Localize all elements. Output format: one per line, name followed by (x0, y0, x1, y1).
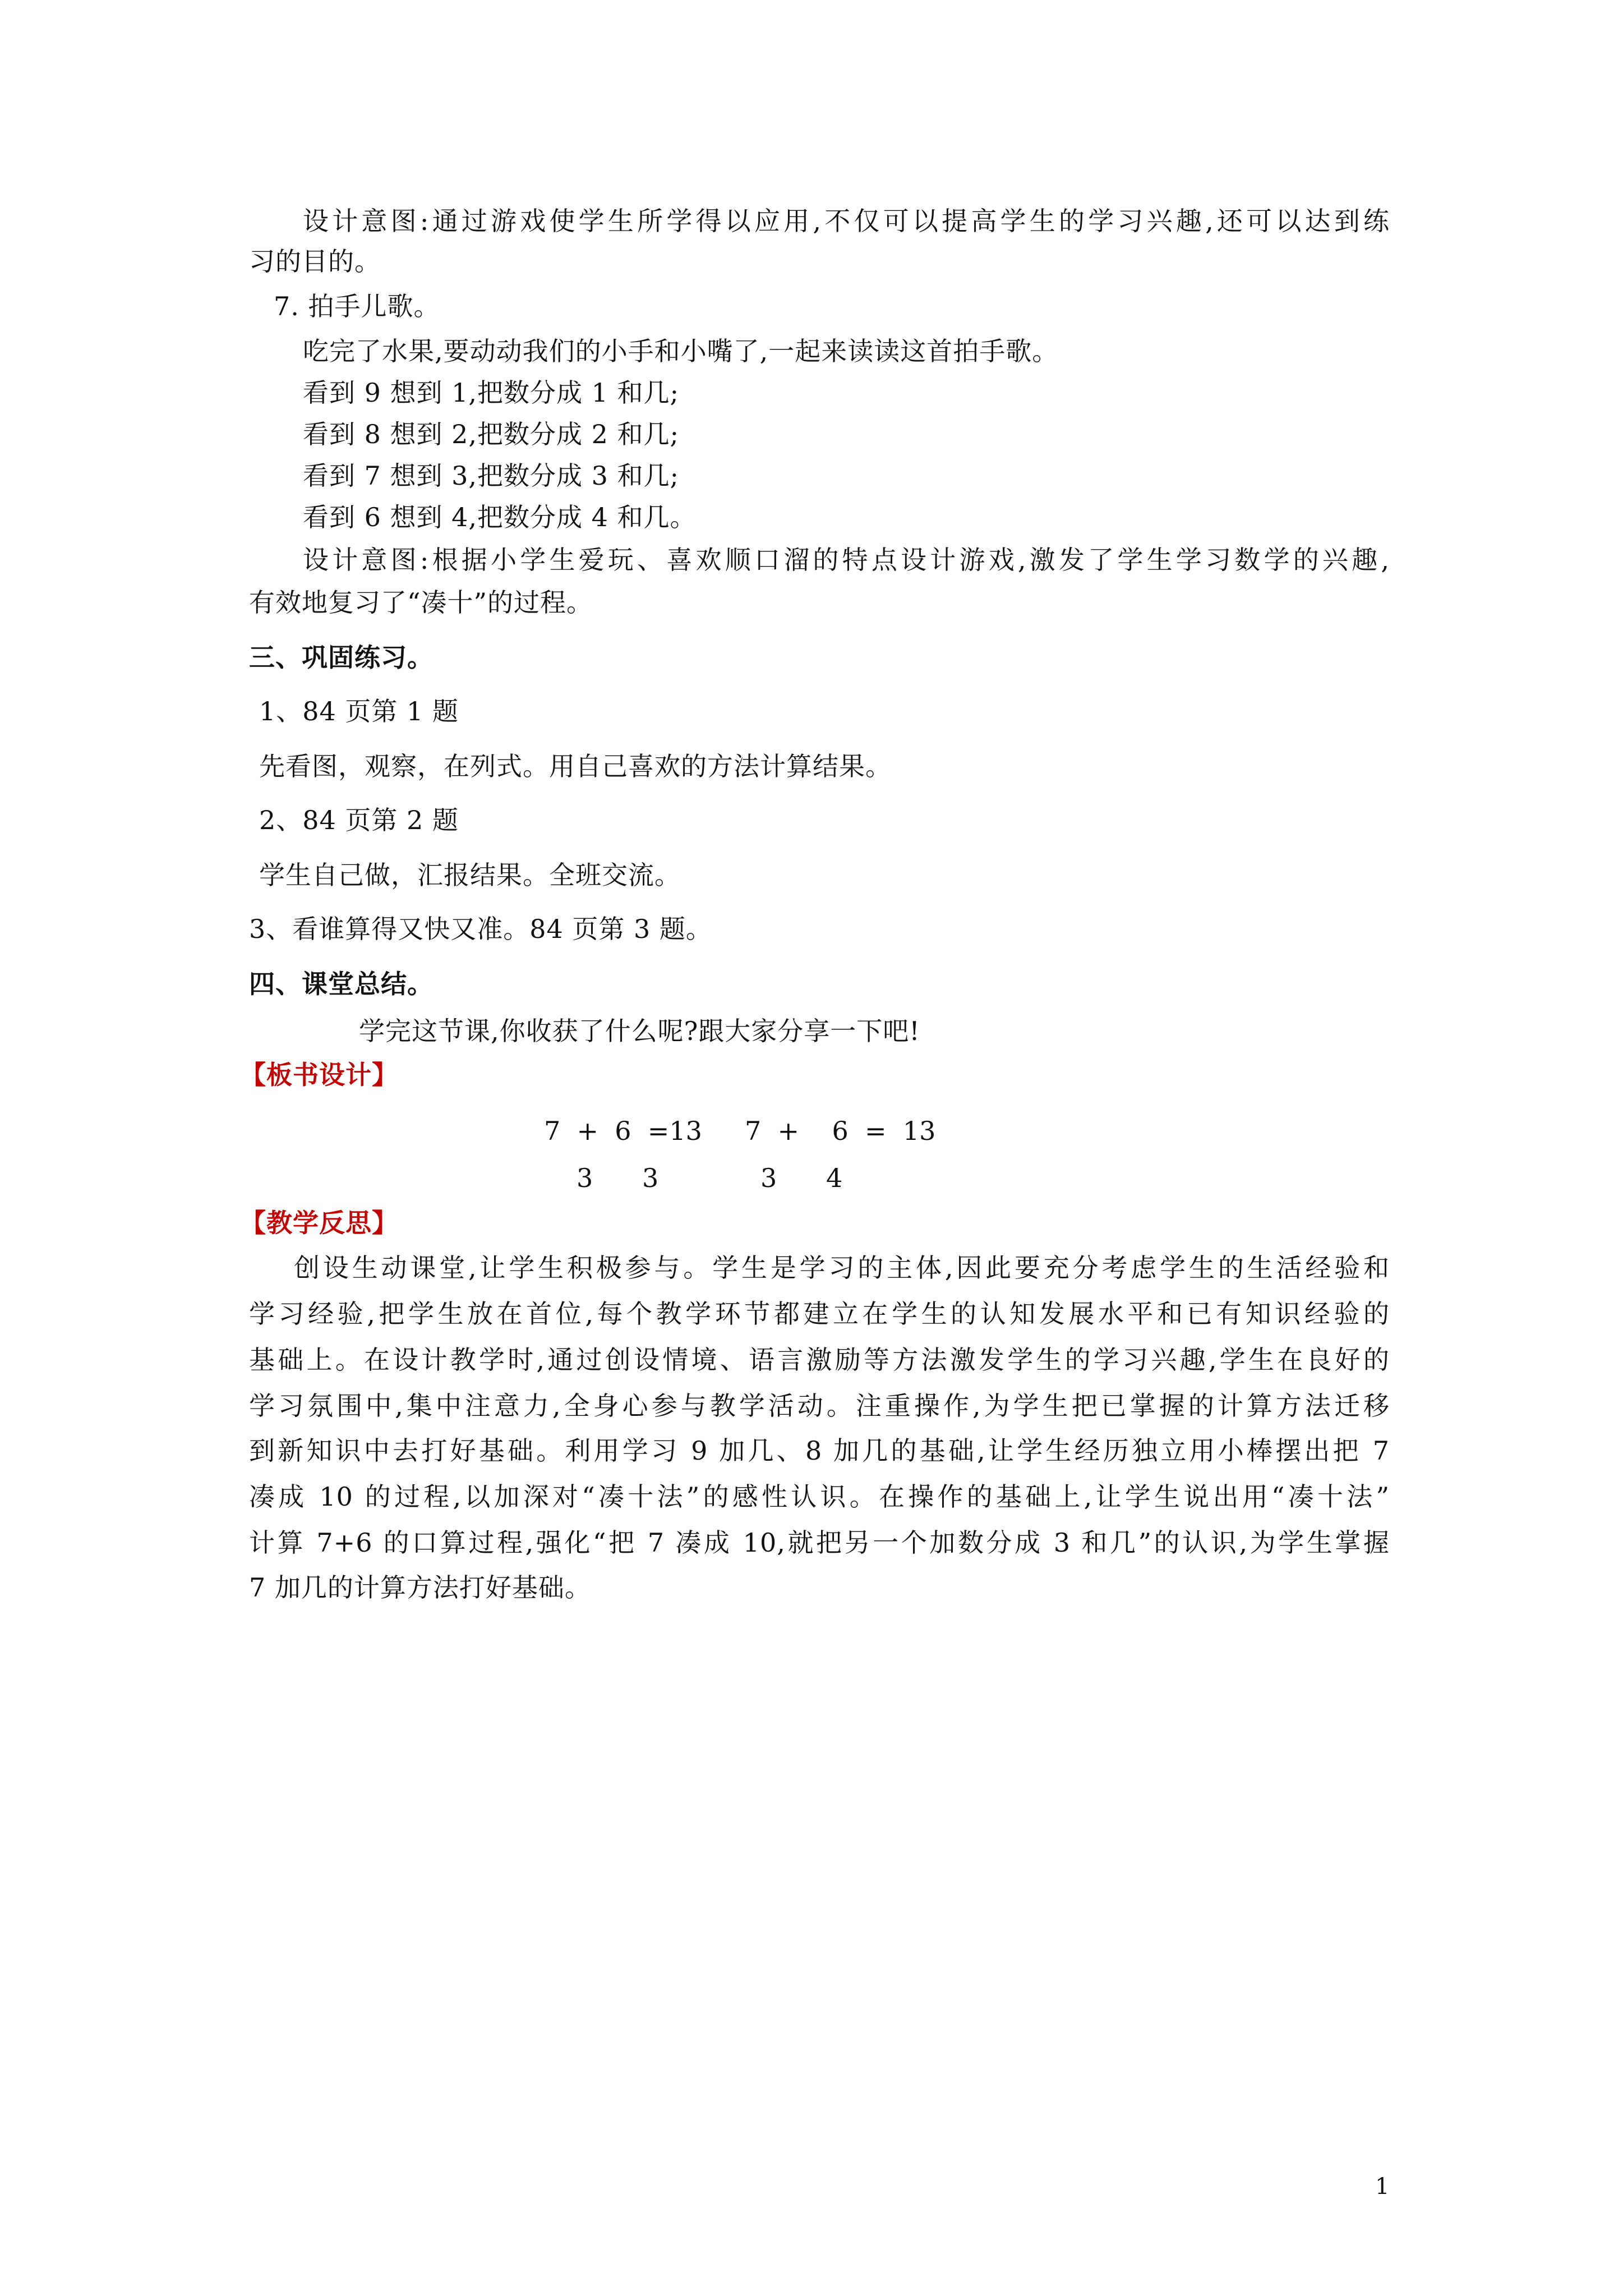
design-intent-paragraph-2-cont: 有效地复习了“凑十”的过程。 (249, 587, 593, 618)
design-intent-paragraph-cont: 习的目的。 (249, 246, 381, 277)
rhyme-line: 看到 8 想到 2,把数分成 2 和几; (303, 419, 680, 449)
item-7-intro: 吃完了水果,要动动我们的小手和小嘴了,一起来读读这首拍手歌。 (303, 336, 1059, 366)
board-split-2: 3 4 (760, 1163, 843, 1193)
item-7-title: 7. 拍手儿歌。 (274, 291, 440, 321)
reflection-line: 到新知识中去打好基础。利用学习 9 加几、8 加几的基础,让学生经历独立用小棒摆出把 7 (249, 1435, 1390, 1466)
rhyme-line: 看到 9 想到 1,把数分成 1 和几; (303, 378, 680, 408)
section-3-heading: 三、巩固练习。 (249, 642, 434, 673)
board-equation-2: 7 + 6 = 13 (745, 1116, 936, 1146)
section-4-heading: 四、课堂总结。 (249, 969, 434, 999)
reflection-line: 计算 7+6 的口算过程,强化“把 7 凑成 10,就把另一个加数分成 3 和几”的认识,为学生掌握 (249, 1527, 1390, 1558)
reflection-line: 7 加几的计算方法打好基础。 (249, 1572, 591, 1603)
rhyme-line: 看到 7 想到 3,把数分成 3 和几; (303, 461, 680, 491)
rhyme-line: 看到 6 想到 4,把数分成 4 和几。 (303, 502, 697, 532)
design-intent-paragraph: 设计意图:通过游戏使学生所学得以应用,不仅可以提高学生的学习兴趣,还可以达到练 (303, 206, 1390, 236)
exercise-1-text: 先看图，观察，在列式。用自己喜欢的方法计算结果。 (259, 751, 892, 781)
design-intent-paragraph-2: 设计意图:根据小学生爱玩、喜欢顺口溜的特点设计游戏,激发了学生学习数学的兴趣, (303, 545, 1390, 575)
exercise-2-title: 2、84 页第 2 题 (259, 805, 459, 835)
reflection-line: 基础上。在设计教学时,通过创设情境、语言激励等方法激发学生的学习兴趣,学生在良好的 (249, 1345, 1390, 1375)
reflection-line: 学习氛围中,集中注意力,全身心参与教学活动。注重操作,为学生把已掌握的计算方法迁移 (249, 1391, 1390, 1421)
exercise-3-text: 3、看谁算得又快又准。84 页第 3 题。 (249, 914, 712, 944)
summary-text: 学完这节课,你收获了什么呢?跟大家分享一下吧! (359, 1016, 920, 1046)
reflection-line: 学习经验,把学生放在首位,每个教学环节都建立在学生的认知发展水平和已有知识经验的 (249, 1299, 1390, 1329)
reflection-line: 创设生动课堂,让学生积极参与。学生是学习的主体,因此要充分考虑学生的生活经验和 (294, 1253, 1390, 1283)
reflection-line: 凑成 10 的过程,以加深对“凑十法”的感性认识。在操作的基础上,让学生说出用“凑十法” (249, 1481, 1390, 1512)
page-number: 1 (1375, 2174, 1390, 2200)
board-design-heading: 【板书设计】 (240, 1060, 398, 1090)
exercise-1-title: 1、84 页第 1 题 (259, 696, 459, 726)
board-split-1: 3 3 (577, 1163, 659, 1193)
exercise-2-text: 学生自己做，汇报结果。全班交流。 (259, 860, 681, 890)
teaching-reflection-heading: 【教学反思】 (240, 1208, 398, 1238)
board-equation-1: 7 + 6 =13 (544, 1116, 702, 1146)
